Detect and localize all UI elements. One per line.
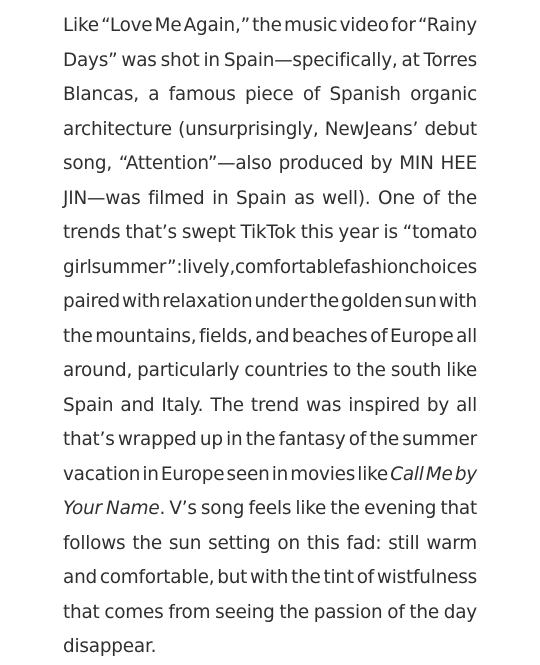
text-segment: the mountains, fields, and beaches of Europe all xyxy=(63,325,477,347)
text-segment: song, “Attention”—also produced by MIN HEE xyxy=(63,153,477,174)
text-line xyxy=(63,492,477,527)
text-segment: around, particularly countries to the south like xyxy=(63,360,477,381)
text-line xyxy=(63,354,477,389)
text-segment: JIN—was filmed in Spain as well). One of the xyxy=(63,187,477,209)
text-line xyxy=(63,285,477,320)
text-line xyxy=(63,147,477,182)
text-line xyxy=(63,561,477,596)
text-segment: Like “Love Me Again,” the music video for “Rainy xyxy=(63,15,477,36)
article-paragraph xyxy=(63,9,477,665)
text-segment: . V’s song feels like the evening that xyxy=(159,498,478,519)
text-segment: paired with relaxation under the golden sun with xyxy=(63,291,477,312)
text-line xyxy=(63,630,477,665)
text-segment: that’s wrapped up in the fantasy of the summer xyxy=(63,429,477,450)
text-line xyxy=(63,9,477,44)
text-segment: Spain and Italy. The trend was inspired by all xyxy=(63,394,477,416)
text-line xyxy=(63,320,477,355)
text-segment: that comes from seeing the passion of the day xyxy=(63,601,477,623)
text-segment: girl summer”: lively, comfortable fashion choices xyxy=(63,256,477,278)
text-line xyxy=(63,251,477,286)
text-line xyxy=(63,182,477,217)
text-line xyxy=(63,216,477,251)
text-segment: follows the sun setting on this fad: still warm xyxy=(63,532,477,554)
text-segment: trends that’s swept TikTok this year is “tomato xyxy=(63,222,477,243)
text-line xyxy=(63,527,477,562)
text-line xyxy=(63,78,477,113)
text-segment: and comfortable, but with the tint of wistfulness xyxy=(63,567,477,588)
text-line xyxy=(63,423,477,458)
text-line xyxy=(63,389,477,424)
text-line xyxy=(63,113,477,148)
text-line xyxy=(63,458,477,493)
text-segment: Days” was shot in Spain—specifically, at Torres xyxy=(63,49,477,71)
text-line xyxy=(63,44,477,79)
text-line xyxy=(63,596,477,631)
italic-title-text: Call Me by xyxy=(390,463,477,485)
text-segment: Blancas, a famous piece of Spanish organic xyxy=(63,84,477,105)
text-segment: architecture (unsurprisingly, NewJeans’ debut xyxy=(63,118,477,140)
text-segment: disappear. xyxy=(63,636,157,657)
italic-title-text: Your Name xyxy=(63,498,160,519)
text-segment: vacation in Europe seen in movies like xyxy=(63,463,391,485)
